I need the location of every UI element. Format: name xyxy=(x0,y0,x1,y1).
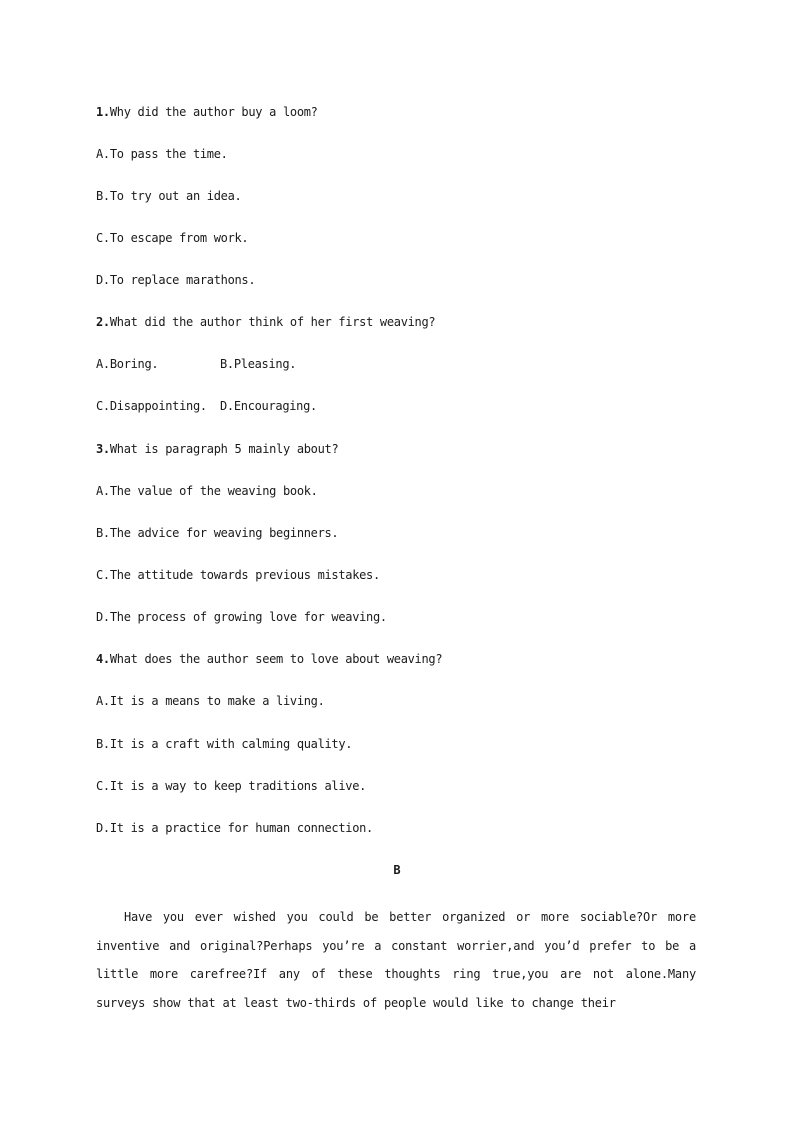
question-2-option-d: D.Encouraging. xyxy=(220,399,317,413)
question-3-option-a: A.The value of the weaving book. xyxy=(96,484,318,498)
reading-passage xyxy=(96,903,696,1017)
question-1-option-d: D.To replace marathons. xyxy=(96,273,256,287)
passage-paragraph: Have you ever wished you could be better organized or more sociable?Or more inventive and original?Perhaps you’re a constant worrier,and you’d prefer to be a little more carefree?If any of these thoughts ring true,you are not alone.Many surveys show that at least two-thirds of people would like to change their xyxy=(96,910,696,1010)
question-number: 3. xyxy=(96,442,110,456)
question-3-option-c: C.The attitude towards previous mistakes. xyxy=(96,568,380,582)
question-text: What is paragraph 5 mainly about? xyxy=(109,442,339,456)
question-text: What did the author think of her first weaving? xyxy=(109,315,436,329)
question-3-option-b: B.The advice for weaving beginners. xyxy=(96,526,339,540)
question-3-option-d: D.The process of growing love for weaving. xyxy=(96,610,387,624)
section-title: B xyxy=(393,863,401,877)
question-text: What does the author seem to love about weaving? xyxy=(109,652,443,666)
question-1-option-b: B.To try out an idea. xyxy=(96,189,242,203)
question-2-option-b: B.Pleasing. xyxy=(220,357,297,371)
question-4-option-c: C.It is a way to keep traditions alive. xyxy=(96,779,367,793)
question-3-stem xyxy=(96,441,338,457)
question-4-option-b: B.It is a craft with calming quality. xyxy=(96,737,353,751)
question-number: 2. xyxy=(96,315,110,329)
question-2-option-c: C.Disappointing. xyxy=(96,399,207,413)
question-1-option-a: A.To pass the time. xyxy=(96,147,228,161)
question-4-stem xyxy=(96,651,442,667)
question-4-option-d: D.It is a practice for human connection. xyxy=(96,821,373,835)
question-2-options-row-2 xyxy=(96,398,496,414)
question-text: Why did the author buy a loom? xyxy=(109,105,318,119)
question-1-option-c: C.To escape from work. xyxy=(96,231,249,245)
question-number: 4. xyxy=(96,652,110,666)
question-4-option-a: A.It is a means to make a living. xyxy=(96,694,325,708)
question-2-stem xyxy=(96,314,435,330)
question-number: 1. xyxy=(96,105,110,119)
question-2-option-a: A.Boring. xyxy=(96,357,159,371)
question-1-stem xyxy=(96,104,318,120)
question-2-options-row-1 xyxy=(96,356,496,372)
